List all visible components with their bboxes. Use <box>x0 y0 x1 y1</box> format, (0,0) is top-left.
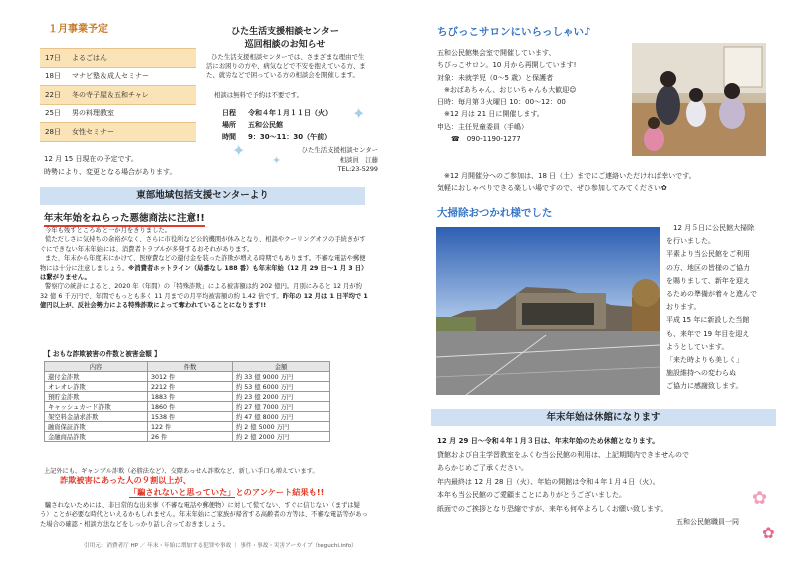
salon-line: ☎ 090-1190-1277 <box>437 135 521 144</box>
salon-line: 対象：未就学児（0～5 歳）と保護者 <box>437 73 554 82</box>
schedule-note-line: 12 月 15 日現在の予定です。 <box>44 155 138 163</box>
table-cell: オレオレ詐欺 <box>45 382 148 392</box>
survey-result <box>129 487 324 498</box>
table-row <box>45 422 330 432</box>
time-value: 9：30～11：30（午前） <box>248 133 332 141</box>
cleaning-line: を行いました。 <box>666 237 715 246</box>
table-cell: 金融商品詐欺 <box>45 432 148 442</box>
salon-line: 日時：毎月第３火曜日 10：00～12：00 <box>437 98 566 107</box>
table-row <box>45 412 330 422</box>
table-cell: 融資保証詐欺 <box>45 422 148 432</box>
table-cell: 約 2 億 5000 万円 <box>233 422 330 432</box>
cleaning-line: ご協力に感謝致します。 <box>666 382 743 391</box>
after-table-note: 上記外にも、ギャンブル詐欺（必勝法など）、交際あっせん詐欺など、新しい手口も増えています。 <box>44 468 319 475</box>
table-cell: 122 件 <box>148 422 233 432</box>
schedule-title: １月事業予定 <box>48 24 108 35</box>
schedule-note-line: 時勢により、変更となる場合があります。 <box>44 167 177 176</box>
cleaning-line: の方、地区の皆様のご協力 <box>666 263 750 272</box>
scam-warning-title: 年末年始をねらった悪徳商法に注意!! <box>44 210 205 227</box>
cleaning-line: おります。 <box>666 303 701 312</box>
table-cell: キャッシュカード詐欺 <box>45 402 148 412</box>
cleaning-line: ようとしています。 <box>666 342 729 351</box>
closure-signature: 五和公民館職員一同 <box>676 518 739 526</box>
salon-line: ちびっこサロン。10 月から再開しています! <box>437 61 577 70</box>
closure-line: 貸館および自主学習教室をふくむ当公民館の利用は、上記期間内できませんので <box>437 450 689 459</box>
table-cell: 約 33 億 9000 万円 <box>233 372 330 382</box>
closure-line: 年内最終は 12 月 28 日（火）、年始の開館は令和４年１月４日（火）。 <box>437 477 660 486</box>
hitachi-sign-person: 相談員 江藤 <box>339 155 378 164</box>
salon-line: ※12 月は 21 日に開催します。 <box>437 110 544 119</box>
cleaning-line: 平素より当公民館をご利用 <box>666 250 750 259</box>
closure-line: 本年も当公民館のご愛顧まことにありがとうございました。 <box>437 491 626 499</box>
schedule-date: 22日 <box>45 90 61 99</box>
source-citation: 引用元：消費者庁 HP ／ 年末・年始に増加する犯罪や事故 ｜ 事件・事故・災害アーカイブ（teguchi.info） <box>84 543 357 549</box>
schedule-date: 17日 <box>45 53 61 62</box>
sparkle-icon: ✦ <box>352 104 366 123</box>
salon-body <box>437 47 637 145</box>
warning-text: また、年末から年度末にかけて、医療費などの還付金を装った詐欺が増える時期でもあります。 <box>45 255 316 263</box>
cleaning-line: も、来年で 19 年目を迎え <box>666 329 750 338</box>
hitachi-sign-org: ひた生活支援相談センター <box>301 146 378 154</box>
cleaning-line: 平成 15 年に新設した当館 <box>666 316 750 325</box>
salon-line: 五和公民館集会室で開催しています、 <box>437 49 556 57</box>
cleaning-line: を賜りまして、新年を迎え <box>666 276 750 285</box>
table-row <box>45 392 330 402</box>
table-header-row <box>45 362 330 372</box>
survey-suffix: とのアンケート結果も!! <box>235 487 325 497</box>
table-cell: 還付金詐欺 <box>45 372 148 382</box>
table-row <box>45 402 330 412</box>
fraud-table <box>44 361 330 442</box>
cleaning-line: るための準備が着々と進んで <box>666 290 757 299</box>
closure-line: 紙面でのご挨拶となり恐縮ですが、来年も何卒よろしくお願い致します。 <box>437 504 668 513</box>
closure-line: あらかじめご了承ください。 <box>437 464 528 472</box>
time-label: 時間 <box>222 133 236 141</box>
table-cell: 約 53 億 6000 万円 <box>233 382 330 392</box>
table-cell: 2212 件 <box>148 382 233 392</box>
salon-tail <box>437 170 747 195</box>
table-cell: 1883 件 <box>148 392 233 402</box>
schedule-event: 男の料理教室 <box>72 109 114 118</box>
closure-line: 12 月 29 日～令和４年１月３日は、年末年始のため休館となります。 <box>437 437 660 445</box>
table-cell: 26 件 <box>148 432 233 442</box>
table-row <box>45 432 330 442</box>
closure-banner: 年末年始は休館になります <box>431 409 776 426</box>
cleaning-line: 施設維持への変わらぬ <box>666 369 736 378</box>
hitachi-info <box>222 107 332 143</box>
schedule-event: 冬の寺子屋＆五和チャレ <box>72 90 149 99</box>
table-cell: 3012 件 <box>148 372 233 382</box>
hitachi-body: ひた生活支援相談センターでは、さまざまな理由で生活にお困りの方や、病気などで不安を抱えている方、また、就労などで困っている方の相談会を開催します。 <box>206 53 366 79</box>
hitachi-title <box>210 26 360 52</box>
table-cell: 約 2 億 2000 万円 <box>233 432 330 442</box>
scam-warning-body <box>40 226 368 311</box>
date-value: 令和４年１月１１日（火） <box>248 109 332 117</box>
schedule-row <box>40 49 196 68</box>
salon-title: ちびっこサロンにいらっしゃい♪ <box>437 26 591 38</box>
salon-photo <box>632 43 766 156</box>
schedule-event: マナビ塾＆成人セミナー <box>72 72 149 81</box>
hitachi-free-note: 相談は無料で予約は不要です。 <box>214 91 303 99</box>
table-cell: 架空料金請求詐欺 <box>45 412 148 422</box>
warning-paragraph <box>40 282 368 310</box>
warning-text: 不審な電話や郵便物には十分に注意しましょう。 <box>40 255 366 272</box>
salon-line: 気軽におしゃべりできる楽しい場ですので、ぜひ参加してみてください✿ <box>437 184 667 193</box>
cleaning-title: 大掃除おつかれ様でした <box>437 207 553 219</box>
table-row <box>45 382 330 392</box>
salon-line: 申込：主任児童委員（手嶋） <box>437 122 528 131</box>
cleaning-body <box>666 222 778 394</box>
fraud-table-caption: 【 おもな詐欺被害の件数と被害金額 】 <box>44 350 161 358</box>
plum-blossom-icon: ✿ <box>762 524 775 542</box>
schedule-row <box>40 68 196 87</box>
schedule-note <box>44 153 204 178</box>
scam-advice: 騙されないためには、非日常的な出来事（不審な電話や郵便物）に対して慌てない、すぐに信じない（まずは疑う）ことが必要な時代といえるかもしれません。年末年始にご家族が帰省する高齢者の方等は、不審な電話等があった場合の確認・相談方法などをしっかり話し合っておきましょう。 <box>40 502 368 528</box>
hitachi-title-line: 巡回相談のお知らせ <box>244 40 326 50</box>
table-cell: 約 47 億 8000 万円 <box>233 412 330 422</box>
schedule-date: 18日 <box>45 72 61 81</box>
schedule-date: 25日 <box>45 109 61 118</box>
table-row <box>45 372 330 382</box>
date-label: 日程 <box>222 109 236 117</box>
sparkle-icon: ✦ <box>272 154 282 167</box>
cleaning-line: 「来た時よりも美しく」 <box>666 356 743 365</box>
table-cell: 約 23 億 2000 万円 <box>233 392 330 402</box>
warning-emphasis: 昨年の 12 月は 1 日平均で 1 億円以上が、反社会勢力による特殊詐欺によって奪われていることになります!! <box>40 292 368 310</box>
table-cell: 1538 件 <box>148 412 233 422</box>
warning-text: 警察庁の統計によると、2020 年（年間）の「特殊詐欺」による被害額は約 202 億円。月別にみると 12 月が約 32 億 6 千万円で、年間でもっとも多く 11 月までの月平均被害額の約 1.42 倍です。 <box>40 283 362 300</box>
survey-quote: 「騙されないと思っていた」 <box>129 487 236 497</box>
community-hall-photo <box>436 227 660 395</box>
hotline-note: ※消費者ホットライン（局番なし 188 番）も年末年始（12 月 29 日～1 月 3 日）は繋がりません。 <box>40 264 368 282</box>
hitachi-title-line: ひた生活支援相談センター <box>231 27 339 37</box>
sparkle-icon: ✦ <box>232 141 246 160</box>
place-label: 場所 <box>222 121 236 129</box>
table-cell: 約 27 億 7000 万円 <box>233 402 330 412</box>
schedule-row <box>40 123 196 142</box>
east-center-banner: 東部地域包括支援センターより <box>40 187 365 205</box>
salon-line: ※おばあちゃん、おじいちゃんも大歓迎☺ <box>437 85 577 94</box>
cleaning-line: 12 月５日に公民館大掃除 <box>666 224 755 232</box>
salon-line: ※12 月開催分へのご参加は、18 日（土）までにご連絡いただければ幸いです。 <box>437 172 696 180</box>
survey-headline: 詐欺被害にあった人の９割以上が、 <box>60 475 191 485</box>
warning-paragraph: 今年も残すところあと一か月をきりました。 <box>45 227 171 234</box>
warning-paragraph: 慌ただしさに気持ちの余裕がなく、さらに市役所など公的機関が休みとなり、相談やクーリングオフの手続きがすぐにできない年末年始には、消費者トラブルが多発するおそれがあります。 <box>40 236 366 253</box>
schedule-event: 女性セミナー <box>72 127 114 136</box>
hitachi-sign-tel: TEL:23-5299 <box>337 165 378 173</box>
schedule-table <box>40 48 196 142</box>
table-header: 件数 <box>148 362 233 372</box>
schedule-date: 28日 <box>45 127 61 136</box>
place-value: 五和公民館 <box>248 121 283 129</box>
closure-body <box>437 435 777 516</box>
table-header: 金額 <box>233 362 330 372</box>
table-cell: 預貯金詐欺 <box>45 392 148 402</box>
table-cell: 1860 件 <box>148 402 233 412</box>
warning-paragraph <box>40 254 368 282</box>
schedule-row <box>40 105 196 124</box>
plum-blossom-icon: ✿ <box>752 488 768 509</box>
schedule-event: よるごはん <box>72 53 107 62</box>
schedule-row <box>40 86 196 105</box>
table-header: 内容 <box>45 362 148 372</box>
